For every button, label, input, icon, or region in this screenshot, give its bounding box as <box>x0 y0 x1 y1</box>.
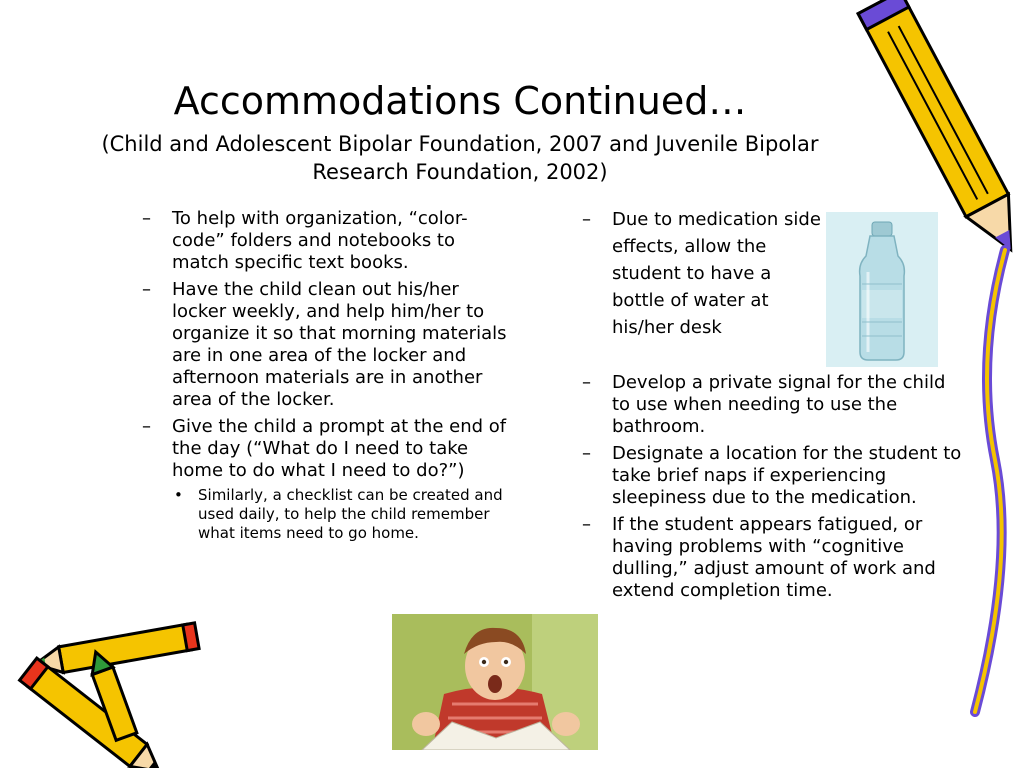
list-item <box>142 208 510 274</box>
dash-bullet-icon: – <box>582 372 591 393</box>
slide-subtitle: (Child and Adolescent Bipolar Foundation, 2007 and Juvenile Bipolar Research Foundation, 2002) <box>101 132 819 184</box>
list-item-text: Give the child a prompt at the end of the day (“What do I need to take home to do what I need to do?”) <box>172 416 507 481</box>
pencils-left-clipart <box>0 620 210 768</box>
right-top-bullet-list <box>582 206 822 341</box>
pencils-icon <box>855 0 1024 740</box>
slide-title: Accommodations Continued… <box>173 79 747 123</box>
list-item <box>142 279 510 411</box>
dash-bullet-icon: – <box>142 279 151 300</box>
sub-list-item <box>172 486 510 543</box>
list-item-text: Have the child clean out his/her locker weekly, and help him/her to organize it so that morning materials are in one area of the locker and afternoon materials are in another area of the locker. <box>172 279 507 410</box>
left-column <box>142 208 510 548</box>
pencils-icon <box>0 620 210 768</box>
dash-bullet-icon: – <box>582 209 591 230</box>
title-block <box>80 78 840 186</box>
sub-bullet-list <box>172 486 510 543</box>
left-bullet-list <box>142 208 510 543</box>
list-item-text: Develop a private signal for the child to use when needing to use the bathroom. <box>612 372 946 437</box>
boy-with-book-image <box>392 614 598 750</box>
list-item <box>142 416 510 543</box>
list-item <box>582 206 822 341</box>
list-item-text: Designate a location for the student to take brief naps if experiencing sleepiness due to the medication. <box>612 443 962 508</box>
list-item-text: Due to medication side effects, allow the student to have a bottle of water at his/her desk <box>612 209 821 338</box>
dash-bullet-icon: – <box>142 416 151 437</box>
dash-bullet-icon: – <box>582 514 591 535</box>
list-item-text: To help with organization, “color-code” folders and notebooks to match specific text books. <box>172 208 468 273</box>
pencils-right-clipart <box>855 0 1024 740</box>
dash-bullet-icon: – <box>582 443 591 464</box>
boy-photo-icon <box>392 614 598 750</box>
dot-bullet-icon: • <box>174 486 183 504</box>
list-item-text: If the student appears fatigued, or having problems with “cognitive dulling,” adjust amount of work and extend completion time. <box>612 514 936 601</box>
sub-list-item-text: Similarly, a checklist can be created and used daily, to help the child remember what items need to go home. <box>198 486 503 542</box>
right-top-column <box>582 206 822 346</box>
dash-bullet-icon: – <box>142 208 151 229</box>
